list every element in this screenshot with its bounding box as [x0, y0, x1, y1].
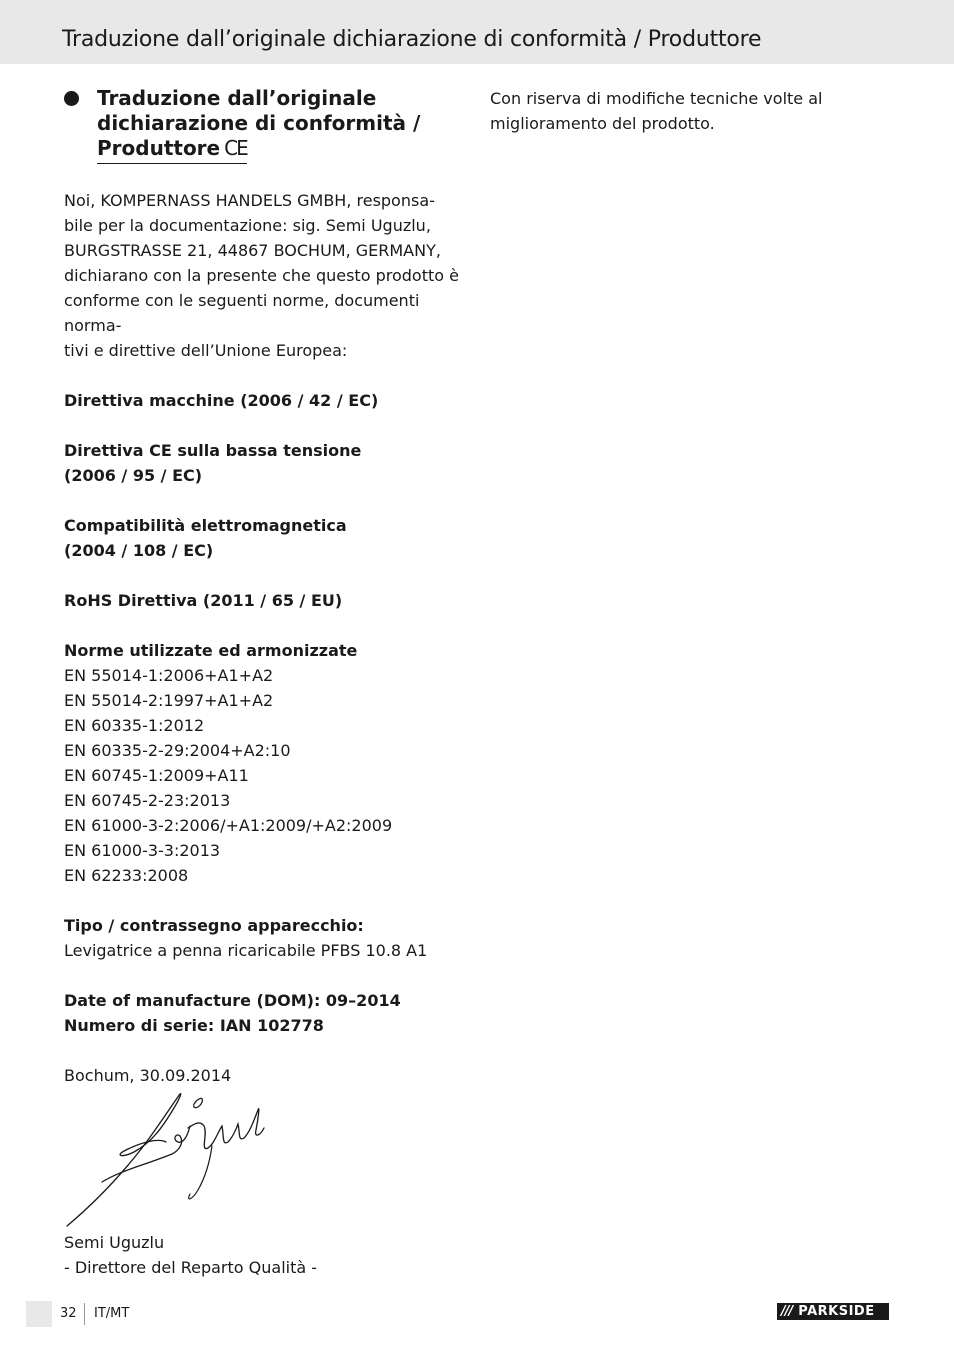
heading-line-3-wrap	[97, 136, 247, 164]
logo-text: PARKSIDE	[798, 1304, 875, 1319]
note-line-2: miglioramento del prodotto.	[490, 114, 715, 133]
signature-image	[62, 1090, 272, 1230]
section-heading	[64, 86, 474, 164]
standard-item: EN 55014-1:2006+A1+A2	[64, 666, 274, 685]
intro-line: dichiarano con la presente che questo prodotto è	[64, 266, 459, 285]
heading-line-1: Traduzione dall’originale	[97, 86, 377, 110]
language-code: IT/MT	[94, 1306, 130, 1321]
right-column	[490, 86, 890, 136]
parkside-logo	[777, 1303, 889, 1320]
manufacture-date: Date of manufacture (DOM): 09–2014	[64, 991, 401, 1010]
directive-machinery: Direttiva macchine (2006 / 42 / EC)	[64, 391, 379, 410]
intro-line: tivi e direttive dell’Unione Europea:	[64, 341, 348, 360]
directive-low-voltage-line-1: Direttiva CE sulla bassa tensione	[64, 441, 362, 460]
standard-item: EN 60745-2-23:2013	[64, 791, 231, 810]
signatory-name: Semi Uguzlu	[64, 1233, 165, 1252]
device-value: Levigatrice a penna ricaricabile PFBS 10.8 A1	[64, 941, 428, 960]
directive-emc-line-2: (2004 / 108 / EC)	[64, 541, 214, 560]
directive-low-voltage-line-2: (2006 / 95 / EC)	[64, 466, 203, 485]
standard-item: EN 55014-2:1997+A1+A2	[64, 691, 274, 710]
intro-line: BURGSTRASSE 21, 44867 BOCHUM, GERMANY,	[64, 241, 441, 260]
note-line-1: Con riserva di modifiche tecniche volte al	[490, 89, 823, 108]
logo-stripes-icon: ///	[781, 1304, 793, 1319]
standard-item: EN 60745-1:2009+A11	[64, 766, 249, 785]
signatory-role: - Direttore del Reparto Qualità -	[64, 1258, 318, 1277]
left-column	[64, 86, 474, 1280]
standard-item: EN 61000-3-2:2006/+A1:2009/+A2:2009	[64, 816, 393, 835]
footer-divider	[84, 1303, 85, 1325]
directive-emc-line-1: Compatibilità elettromagnetica	[64, 516, 347, 535]
standard-item: EN 60335-1:2012	[64, 716, 205, 735]
standard-item: EN 62233:2008	[64, 866, 189, 885]
intro-line: Noi, KOMPERNASS HANDELS GMBH, responsa-	[64, 191, 435, 210]
intro-line: bile per la documentazione: sig. Semi Uguzlu,	[64, 216, 431, 235]
bullet-icon	[64, 91, 79, 106]
footer-marker	[26, 1301, 52, 1327]
serial-number: Numero di serie: IAN 102778	[64, 1016, 324, 1035]
ce-mark-icon: CE	[224, 136, 247, 160]
standards-heading: Norme utilizzate ed armonizzate	[64, 641, 358, 660]
heading-line-2: dichiarazione di conformità /	[97, 111, 421, 135]
standard-item: EN 60335-2-29:2004+A2:10	[64, 741, 291, 760]
page-title: Traduzione dall’originale dichiarazione di conformità / Produttore	[62, 27, 762, 52]
page-number: 32	[60, 1306, 77, 1321]
device-label: Tipo / contrassegno apparecchio:	[64, 916, 364, 935]
intro-line: conforme con le seguenti norme, documenti norma-	[64, 291, 420, 335]
directive-rohs: RoHS Direttiva (2011 / 65 / EU)	[64, 591, 343, 610]
standard-item: EN 61000-3-3:2013	[64, 841, 221, 860]
place-date: Bochum, 30.09.2014	[64, 1066, 232, 1085]
intro-paragraph	[64, 188, 474, 363]
heading-line-3: Produttore	[97, 136, 221, 160]
